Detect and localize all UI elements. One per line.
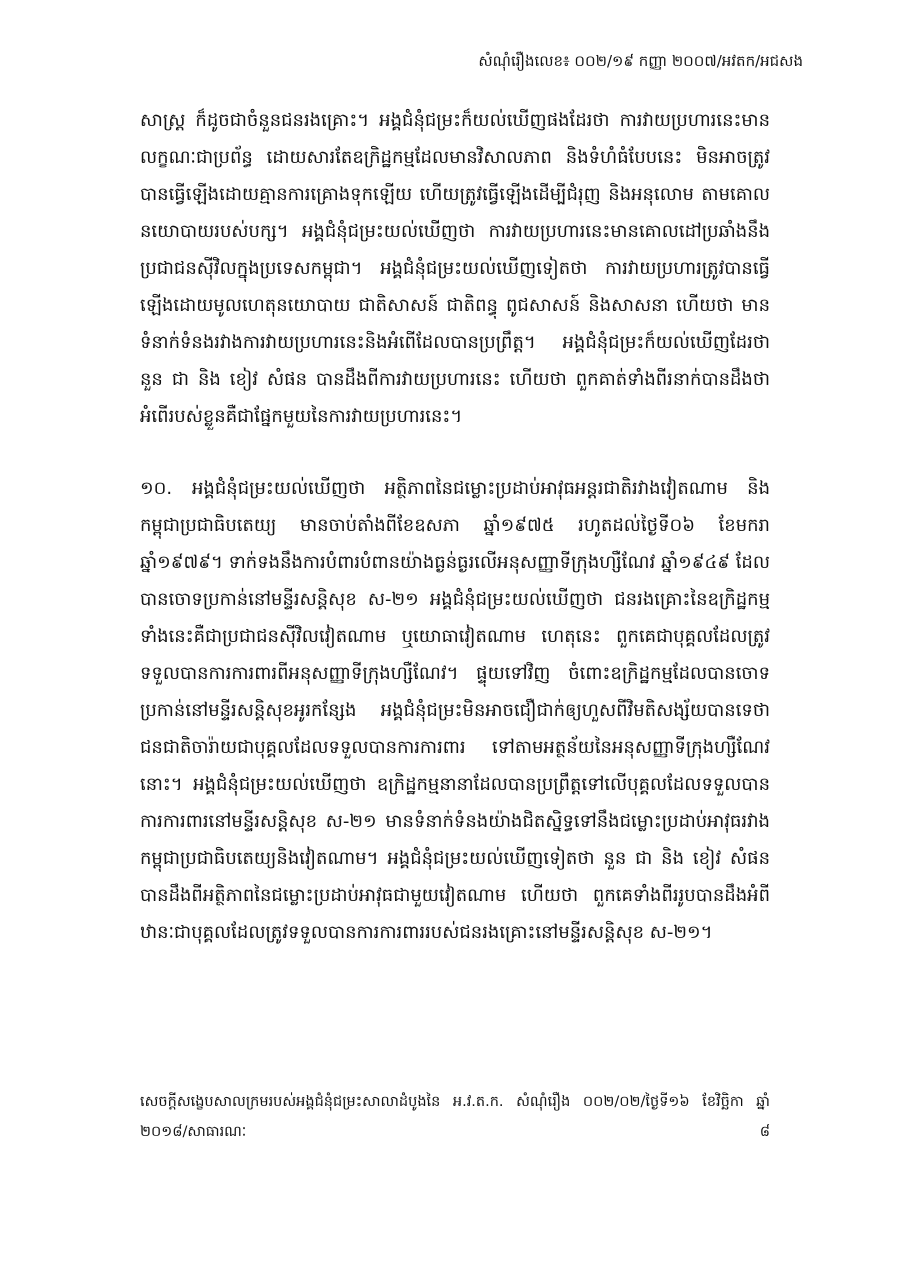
paragraph-10 (140, 470, 770, 951)
paragraph-number: ១០. (140, 478, 173, 499)
paragraph-continuation (140, 102, 770, 435)
footer-caption: សេចក្ដីសង្ខេបសាលក្រមរបស់អង្គជំនុំជម្រះសាលាដំបូងនៃ អ.វ.ត.ក. សំណុំរឿង ០០២/០២/ថ្ងៃទី១៦ ខែវិច្ឆិកា ឆ្នាំ (140, 1094, 770, 1110)
footer-second-line (140, 1117, 770, 1147)
document-reference: សំណុំរឿងលេខ៖ ០០២/១៩ កញ្ញា ២០០៧/អវតក/អជសង (478, 52, 803, 70)
footer-caption-continued: ២០១៨/សាធារណៈ (140, 1124, 247, 1140)
page-number: ៨ (759, 1124, 770, 1140)
paragraph-text: អង្គជំនុំជម្រះយល់ឃើញថា អត្ថិភាពនៃជម្លោះប្រដាប់អាវុធអន្តរជាតិរវាងវៀតណាម និងកម្ពុជាប្រជាធិបតេយ្យ មានចាប់តាំងពីខែឧសភា ឆ្នាំ១៩៧៥ រហូតដល់ថ្ងៃទី០៦ ខែមករា ឆ្នាំ១៩៧៩។ ទាក់ទងនឹងការបំពារបំពានយ៉ាងធ្ងន់ធ្ងរលើអនុសញ្ញាទីក្រុងហ្សឺណែវ ឆ្នាំ១៩៤៩ ដែលបានចោទប្រកាន់នៅមន្ទីរសន្តិសុខ ស-២១ អង្គជំនុំជម្រះយល់ឃើញថា ជនរងគ្រោះនៃឧក្រិដ្ឋកម្មទាំងនេះគឺជាប្រជាជនស៊ីវិលវៀតណាម ឬយោធាវៀតណាម ហេតុនេះ ពួកគេជាបុគ្គលដែលត្រូវទទួលបានការការពារពីអនុសញ្ញាទីក្រុងហ្សឺណែវ។ ផ្ទុយទៅវិញ ចំពោះឧក្រិដ្ឋកម្មដែលបានចោទប្រកាន់នៅមន្ទីរសន្តិសុខអូរកន្សែង អង្គជំនុំជម្រះមិនអាចជឿជាក់ឲ្យហួសពីវិមតិសង្ស័យបានទេថា ជនជាតិចារ៉ាយជាបុគ្គលដែលទទួលបានការការពារ ទៅតាមអត្ថន័យនៃអនុសញ្ញាទីក្រុងហ្សឺណែវនោះ។ អង្គជំនុំជម្រះយល់ឃើញថា ឧក្រិដ្ឋកម្មនានាដែលបានប្រព្រឹត្តទៅលើបុគ្គលដែលទទួលបានការការពារនៅមន្ទីរសន្តិសុខ ស-២១ មានទំនាក់ទំនងយ៉ាងជិតស្និទ្ធទៅនឹងជម្លោះប្រដាប់អាវុធរវាងកម្ពុជាប្រជាធិបតេយ្យនិងវៀតណាម។ អង្គជំនុំជម្រះយល់ឃើញទៀតថា នួន ជា និង ខៀវ សំផន បានដឹងពីអត្ថិភាពនៃជម្លោះប្រដាប់អាវុធជាមួយវៀតណាម ហើយថា ពួកគេទាំងពីររូបបានដឹងអំពីឋានៈជាបុគ្គលដែលត្រូវទទួលបានការការពាររបស់ជនរងគ្រោះនៅមន្ទីរសន្តិសុខ ស-២១។ (140, 478, 770, 943)
paragraph-text: សាស្ត្រ ក៏ដូចជាចំនួនជនរងគ្រោះ។ អង្គជំនុំជម្រះក៏យល់ឃើញផងដែរថា ការវាយប្រហារនេះមានលក្ខណៈជាប្រព័ន្ធ ដោយសារតែឧក្រិដ្ឋកម្មដែលមានវិសាលភាព និងទំហំធំបែបនេះ មិនអាចត្រូវបានធ្វើឡើងដោយគ្មានការគ្រោងទុកឡើយ ហើយត្រូវធ្វើឡើងដើម្បីជំរុញ និងអនុលោម តាមគោលនយោបាយរបស់បក្ស។ អង្គជំនុំជម្រះយល់ឃើញថា ការវាយប្រហារនេះមានគោលដៅប្រឆាំងនឹងប្រជាជនស៊ីវិលក្នុងប្រទេសកម្ពុជា។ អង្គជំនុំជម្រះយល់ឃើញទៀតថា ការវាយប្រហារត្រូវបានធ្វើឡើងដោយមូលហេតុនយោបាយ ជាតិសាសន៍ ជាតិពន្ធុ ពូជសាសន៍ និងសាសនា ហើយថា មានទំនាក់ទំនងរវាងការវាយប្រហារនេះនិងអំពើដែលបានប្រព្រឹត្ត។ អង្គជំនុំជម្រះក៏យល់ឃើញដែរថា នួន ជា និង ខៀវ សំផន បានដឹងពីការវាយប្រហារនេះ ហើយថា ពួកគាត់ទាំងពីរនាក់បានដឹងថាអំពើរបស់ខ្លួនគឺជាផ្នែកមួយនៃការវាយប្រហារនេះ។ (140, 110, 770, 427)
page-footer (140, 1087, 770, 1147)
